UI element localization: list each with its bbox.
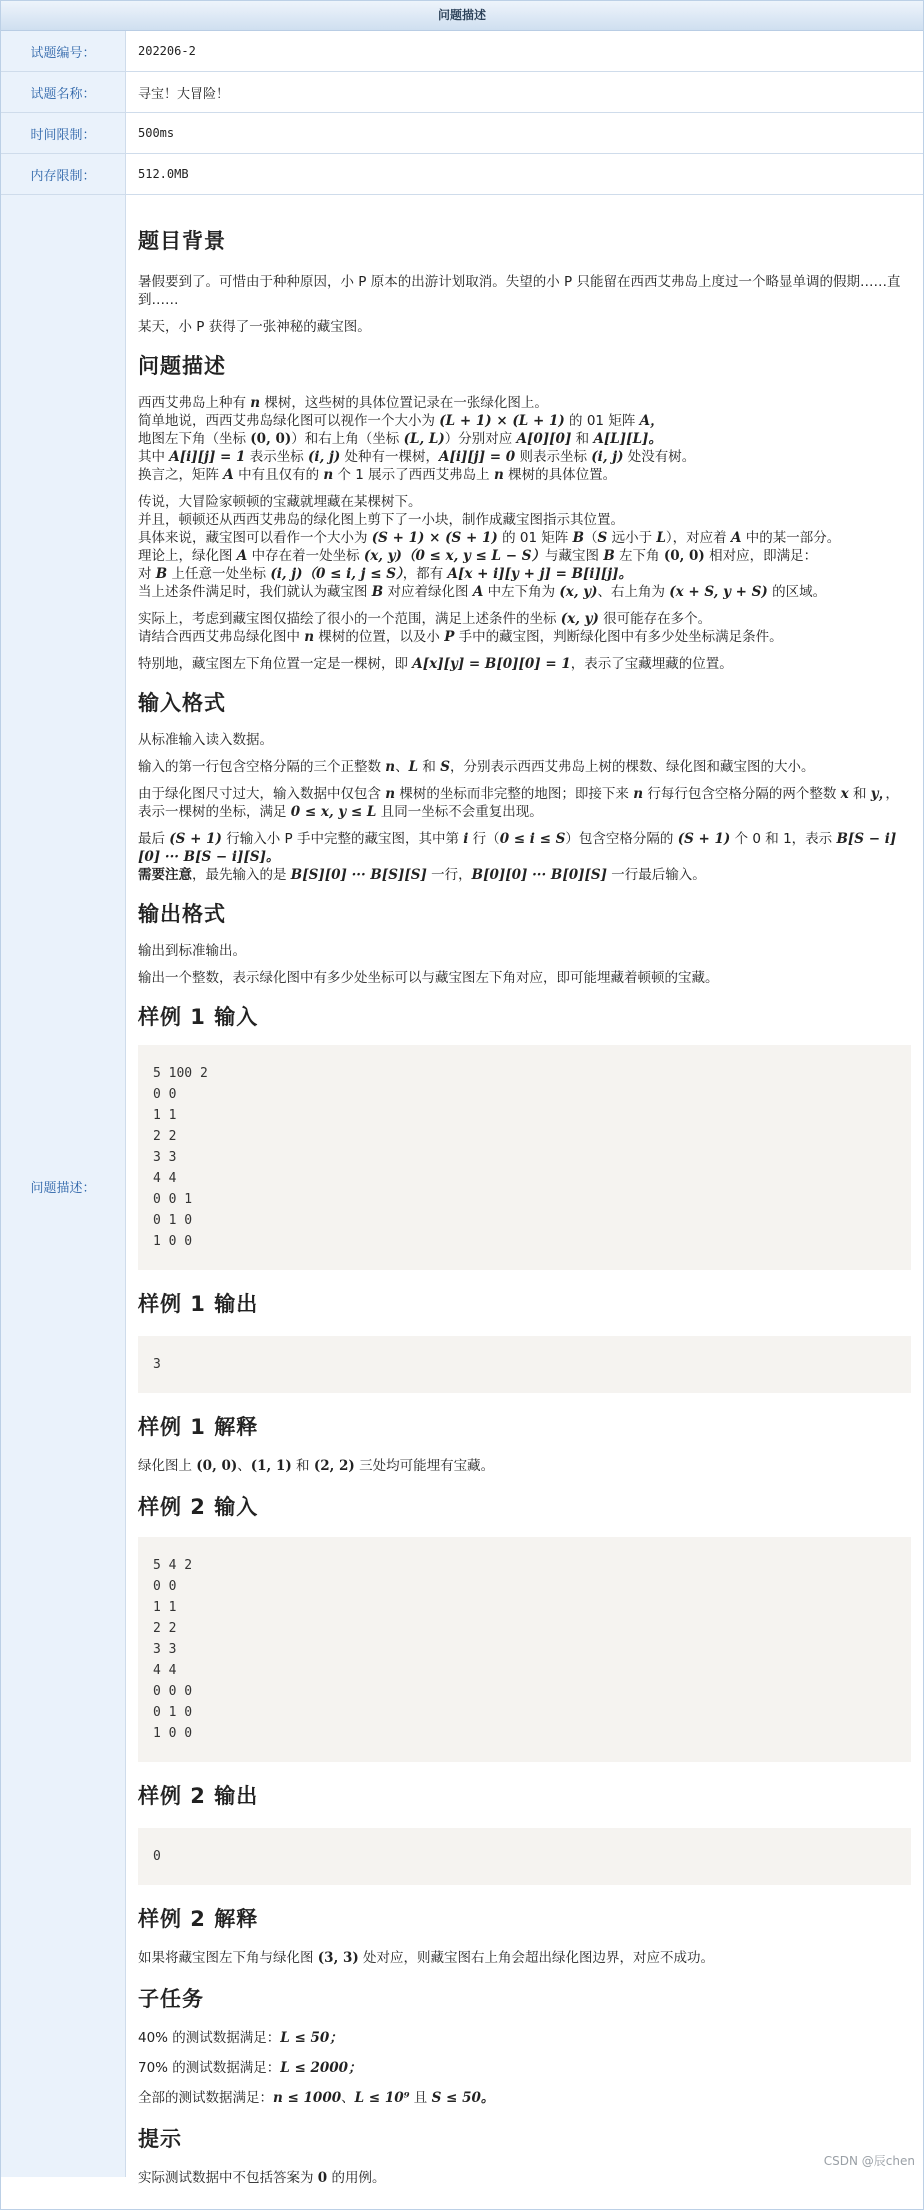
meta-value: 202206-2 <box>138 44 196 58</box>
sample1-output-code: 3 <box>138 1336 911 1393</box>
bg-para-1: 暑假要到了。可惜由于种种原因，小 P 原本的出游计划取消。失望的小 P 只能留在西西艾弗岛上度过一个略显单调的假期……直到…… <box>138 274 901 308</box>
desc-block-4: 特别地，藏宝图左下角位置一定是一棵树，即 A[x][y] = B[0][0] = 1，表示了宝藏埋藏的位置。 <box>138 656 733 672</box>
panel-header: 问题描述 <box>1 1 923 31</box>
sample1-input-code: 5 100 2 0 0 1 1 2 2 3 3 4 4 0 0 1 0 1 0 1 0 0 <box>138 1045 911 1270</box>
description-label: 问题描述： <box>1 195 126 2177</box>
heading-description: 问题描述 <box>138 354 226 378</box>
bg-para-2: 某天，小 P 获得了一张神秘的藏宝图。 <box>138 319 371 335</box>
heading-sample2-explain: 样例 2 解释 <box>138 1907 259 1931</box>
meta-row-time <box>1 113 923 154</box>
sample2-input-code: 5 4 2 0 0 1 1 2 2 3 3 4 4 0 0 0 0 1 0 1 0 0 <box>138 1537 911 1762</box>
meta-value: 500ms <box>138 126 175 140</box>
heading-sample2-output: 样例 2 输出 <box>138 1784 259 1808</box>
sample2-output-code: 0 <box>138 1828 911 1885</box>
heading-sample2-input: 样例 2 输入 <box>138 1495 259 1519</box>
meta-value: 512.0MB <box>138 167 189 181</box>
meta-value: 寻宝！大冒险！ <box>138 86 230 102</box>
heading-background: 题目背景 <box>138 229 226 253</box>
description-content: 题目背景 暑假要到了。可惜由于种种原因，小 P 原本的出游计划取消。失望的小 P 只能留在西西艾弗岛上度过一个略显单调的假期……直到…… 某天，小 P 获得了一张神秘的藏宝图。 问题描述 西西艾弗岛上种有 n 棵树，这些树的具体位置记录在一张绿化图上。 简单地说，西西艾弗岛绿化图可以视作一个大小为 (L + 1) × (L + 1) 的 01 矩阵 A， 地图左下角（坐标 (0, 0)）和右上角（坐标 (L, L)）分别对应 A[0][0] 和 A[L][L]。 其中 A[i][j] = 1 表示坐标 (i, j) 处种有一棵树，A[i][j] = 0 则表示坐标 (i, j) 处没有树。 换言之，矩阵 A 中有且仅有的 n 个 1 展示了西西艾弗岛上 n 棵树的具体位置。 传说，大冒险家顿顿的宝藏就埋藏在某棵树下。 并且，顿顿还从西西艾弗岛的绿化图上剪下了一小块，制作成藏宝图指示其位置。 具体来说，藏宝图可以看作一个大小为 (S + 1) × (S + 1) 的 01 矩阵 B（S 远小于 L），对应着 A 中的某一部分。 理论上，绿化图 A 中存在着一处坐标 (x, y)（0 ≤ x, y ≤ L − S）与藏宝图 B 左下角 (0, 0) 相对应，即满足： 对 B 上任意一处坐标 (i, j)（0 ≤ i, j ≤ S），都有 A[x + i][y + j] = B[i][j]。 当上述条件满足时，我们就认为藏宝图 B 对应着绿化图 A 中左下角为 (x, y)、右上角为 (x + S, y + S) 的区域。 实际上，考虑到藏宝图仅描绘了很小的一个范围，满足上述条件的坐标 (x, y) 很可能存在多个。 请结合西西艾弗岛绿化图中 n 棵树的位置，以及小 P 手中的藏宝图，判断绿化图中有多少处坐标满足条件。 特别地，藏宝图左下角位置一定是一棵树，即 A[x][y] = B[0][0] = 1，表示了宝藏埋藏的位置。 输入格式 从标准输入读入数据。 输入的第一行包含空格分隔的三个正整数 n、L 和 S，分别表示西西艾弗岛上树的棵数、绿化图和藏宝图的大小。 由于绿化图尺寸过大，输入数据中仅包含 n 棵树的坐标而非完整的地图；即接下来 n 行每行包含空格分隔的两个整数 x 和 y，，表示一棵树的坐标，满足 0 ≤ x, y ≤ L 且同一坐标不会重复出现。 最后 (S + 1) 行输入小 P 手中完整的藏宝图，其中第 i 行（0 ≤ i ≤ S）包含空格分隔的 (S + 1) 个 0 和 1，表示 B[S − i][0] ··· B[S − i][S]。 需要注意，最先输入的是 B[S][0] ··· B[S][S] 一行，B[0][0] ··· B[0][S] 一行最后输入。 输出格式 输出到标准输出。 输出一个整数，表示绿化图中有多少处坐标可以与藏宝图左下角对应，即可能埋藏着顿顿的宝藏。 样例 1 输入 5 100 2 0 0 1 1 2 2 3 3 4 4 0 0 1 0 1 0 1 0 0 样例 1 输出 3 样例 1 解释 绿化图上 (0, 0)、(1, 1) 和 (2, 2) 三处均可能埋有宝藏。 样例 2 输入 5 4 2 0 0 1 1 2 2 3 3 4 4 0 0 0 0 1 0 1 0 0 样例 2 输出 0 样例 2 解释 如果将藏宝图左下角与绿化图 (3, 3) 处对应，则藏宝图右上角会超出绿化图边界，对应不成功。 子任务 40% 的测试数据满足：L ≤ 50； 70% 的测试数据满足：L ≤ 2000； 全部的测试数据满足：n ≤ 1000、L ≤ 10⁹ 且 S ≤ 50。 提示 实际测试数据中不包括答案为 0 的用例。 CSDN @辰chen <box>126 195 923 2177</box>
heading-sample1-explain: 样例 1 解释 <box>138 1415 259 1439</box>
heading-output: 输出格式 <box>138 902 226 926</box>
description-row <box>1 195 923 2186</box>
watermark: CSDN @辰chen <box>823 2154 915 2168</box>
meta-row-memory <box>1 154 923 195</box>
meta-label: 时间限制： <box>1 113 126 153</box>
heading-sample1-input: 样例 1 输入 <box>138 1005 259 1029</box>
meta-label: 试题编号： <box>1 31 126 71</box>
desc-block-3: 实际上，考虑到藏宝图仅描绘了很小的一个范围，满足上述条件的坐标 (x, y) 很可能存在多个。 请结合西西艾弗岛绿化图中 n 棵树的位置，以及小 P 手中的藏宝图，判断绿化图中有多少处坐标满足条件。 <box>138 611 783 645</box>
heading-sample1-output: 样例 1 输出 <box>138 1292 259 1316</box>
desc-block-1: 西西艾弗岛上种有 n 棵树，这些树的具体位置记录在一张绿化图上。 简单地说，西西艾弗岛绿化图可以视作一个大小为 (L + 1) × (L + 1) 的 01 矩阵 A， 地图左下角（坐标 (0, 0)）和右上角（坐标 (L, L)）分别对应 A[0][0] 和 A[L][L]。 其中 A[i][j] = 1 表示坐标 (i, j) 处种有一棵树，A[i][j] = 0 则表示坐标 (i, j) 处没有树。 换言之，矩阵 A 中有且仅有的 n 个 1 展示了西西艾弗岛上 n 棵树的具体位置。 <box>138 395 696 483</box>
heading-hint: 提示 <box>138 2127 182 2151</box>
desc-block-2: 传说，大冒险家顿顿的宝藏就埋藏在某棵树下。 并且，顿顿还从西西艾弗岛的绿化图上剪下了一小块，制作成藏宝图指示其位置。 具体来说，藏宝图可以看作一个大小为 (S + 1) × (S + 1) 的 01 矩阵 B（S 远小于 L），对应着 A 中的某一部分。 理论上，绿化图 A 中存在着一处坐标 (x, y)（0 ≤ x, y ≤ L − S）与藏宝图 B 左下角 (0, 0) 相对应，即满足： 对 B 上任意一处坐标 (i, j)（0 ≤ i, j ≤ S），都有 A[x + i][y + j] = B[i][j]。 当上述条件满足时，我们就认为藏宝图 B 对应着绿化图 A 中左下角为 (x, y)、右上角为 (x + S, y + S) 的区域。 <box>138 494 841 600</box>
meta-row-id <box>1 31 923 72</box>
heading-subtasks: 子任务 <box>138 1987 204 2011</box>
heading-input: 输入格式 <box>138 691 226 715</box>
meta-label: 试题名称： <box>1 72 126 112</box>
meta-label: 内存限制： <box>1 154 126 194</box>
meta-row-name <box>1 72 923 113</box>
